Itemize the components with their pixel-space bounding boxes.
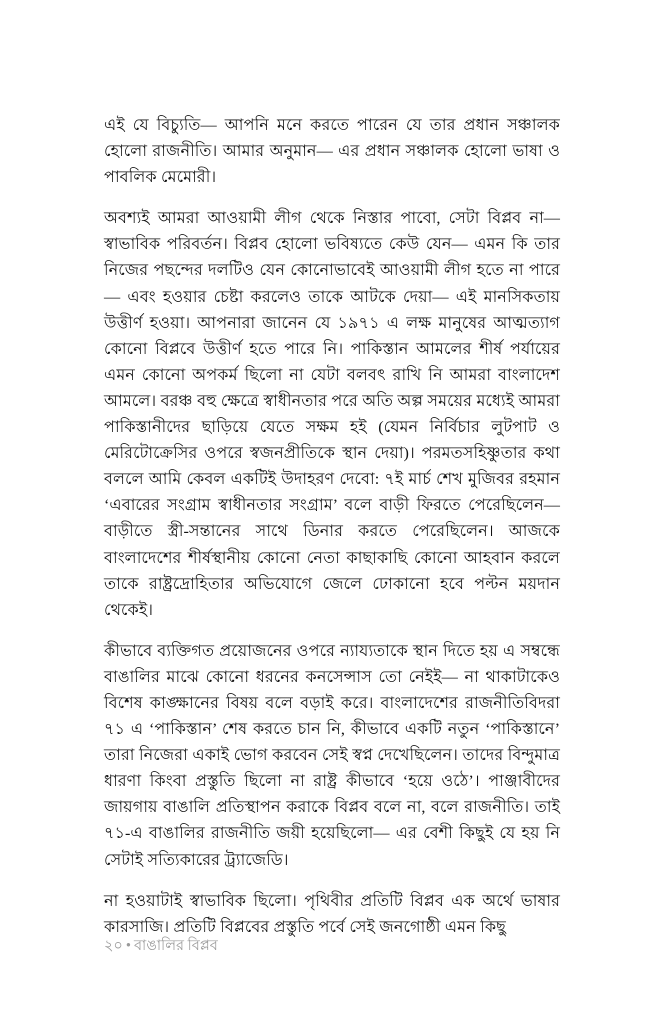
page-footer xyxy=(104,936,560,956)
paragraph-2: অবশ্যই আমরা আওয়ামী লীগ থেকে নিস্তার পাবো, সেটা বিপ্লব না— স্বাভাবিক পরিবর্তন। বিপ্লব হোলো ভবিষ্যতে কেউ যেন— এমন কি তার নিজের পছন্দের দলটিও যেন কোনোভাবেই আওয়ামী লীগ হতে না পারে— এবং হওয়ার চেষ্টা করলেও তাকে আটকে দেয়া— এই মানসিকতায় উত্তীর্ণ হওয়া। আপনারা জানেন যে ১৯৭১ এ লক্ষ মানুষের আত্মত্যাগ কোনো বিপ্লবে উত্তীর্ণ হতে পারে নি। পাকিস্তান আমলের শীর্ষ পর্যায়ের এমন কোনো অপকর্ম ছিলো না যেটা বলবৎ রাখি নি আমরা বাংলাদেশ আমলে। বরঞ্চ বহু ক্ষেত্রে স্বাধীনতার পরে অতি অল্প সময়ের মধ্যেই আমরা পাকিস্তানীদের ছাড়িয়ে যেতে সক্ষম হই (যেমন নির্বিচার লুটপাট ও মেরিটোক্রেসির ওপরে স্বজনপ্রীতিকে স্থান দেয়া)। পরমতসহিষ্ণুতার কথা বললে আমি কেবল একটিই উদাহরণ দেবো: ৭ই মার্চ শেখ মুজিবর রহমান ‘এবারের সংগ্রাম স্বাধীনতার সংগ্রাম’ বলে বাড়ী ফিরতে পেরেছিলেন— বাড়ীতে স্ত্রী-সন্তানের সাথে ডিনার করতে পেরেছিলেন। আজকে বাংলাদেশের শীর্ষস্থানীয় কোনো নেতা কাছাকাছি কোনো আহবান করলে তাকে রাষ্ট্রদ্রোহিতার অভিযোগে জেলে ঢোকানো হবে পল্টন ময়দান থেকেই। xyxy=(104,209,560,619)
paragraph-4: না হওয়াটাই স্বাভাবিক ছিলো। পৃথিবীর প্রতিটি বিপ্লব এক অর্থে ভাষার কারসাজি। প্রতিটি বিপ্লবের প্রস্তুতি পর্বে সেই জনগোষ্ঠী এমন কিছু xyxy=(104,891,560,936)
footer-bullet-separator-icon: • xyxy=(125,938,131,954)
page-number: ২০ xyxy=(104,938,123,954)
paragraph-1: এই যে বিচ্যুতি— আপনি মনে করতে পারেন যে তার প্রধান সঞ্চালক হোলো রাজনীতি। আমার অনুমান— এর প্রধান সঞ্চালক হোলো ভাষা ও পাবলিক মেমোরী। xyxy=(104,116,560,187)
paragraph-3: কীভাবে ব্যক্তিগত প্রয়োজনের ওপরে ন্যায্যতাকে স্থান দিতে হয় এ সম্বন্ধে বাঙালির মাঝে কোনো ধরনের কনসেন্সাস তো নেইই— না থাকাটাকেও বিশেষ কাঙ্ক্ষানের বিষয় বলে বড়াই করে। বাংলাদেশের রাজনীতিবিদরা ৭১ এ ‘পাকিস্তান’ শেষ করতে চান নি, কীভাবে একটি নতুন ‘পাকিস্তানে’ তারা নিজেরা একাই ভোগ করবেন সেই স্বপ্ন দেখেছিলেন। তাদের বিন্দুমাত্র ধারণা কিংবা প্রস্তুতি ছিলো না রাষ্ট্র কীভাবে ‘হয়ে ওঠে’। পাঞ্জাবীদের জায়গায় বাঙালি প্রতিস্থাপন করাকে বিপ্লব বলে না, বলে রাজনীতি। তাই ৭১-এ বাঙালির রাজনীতি জয়ী হয়েছিলো— এর বেশী কিছুই যে হয় নি সেটাই সত্যিকারের ট্র্যাজেডি। xyxy=(104,641,560,869)
book-title: বাঙালির বিপ্লব xyxy=(133,938,218,954)
body-text-column xyxy=(104,112,560,940)
